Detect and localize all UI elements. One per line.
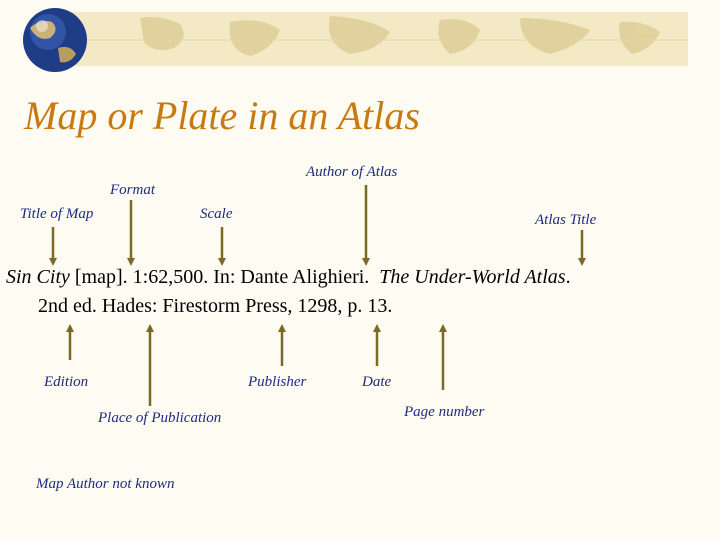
citation-line-2: 2nd ed. Hades: Firestorm Press, 1298, p. 13. — [38, 295, 393, 317]
label-place-of-publication: Place of Publication — [98, 410, 222, 426]
note-map-author-not-known: Map Author not known — [36, 476, 175, 492]
citation-scale: 1:62,500. — [127, 266, 209, 288]
citation-atlas-title: The Under-World Atlas — [379, 266, 566, 288]
label-date: Date — [362, 374, 392, 390]
slide-title: Map or Plate in an Atlas — [24, 93, 420, 138]
globe-icon — [23, 8, 87, 72]
label-title-of-map: Title of Map — [20, 206, 94, 222]
label-page-number: Page number — [404, 404, 485, 420]
world-map-banner — [0, 0, 720, 80]
label-scale: Scale — [200, 206, 233, 222]
label-edition: Edition — [44, 374, 89, 390]
citation-format: [map]. — [69, 266, 128, 288]
citation-in-author: In: Dante Alighieri. — [208, 266, 370, 288]
label-atlas-title: Atlas Title — [535, 212, 597, 228]
citation-period: . — [565, 266, 571, 288]
label-format: Format — [110, 182, 155, 198]
citation-line-1 — [6, 264, 571, 290]
label-author-of-atlas: Author of Atlas — [306, 164, 398, 180]
label-publisher: Publisher — [248, 374, 307, 390]
citation-map-title: Sin City — [6, 266, 70, 288]
